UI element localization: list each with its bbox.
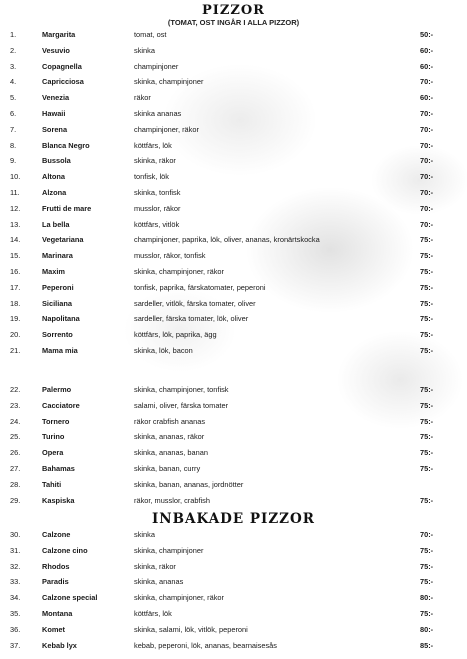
menu-item-row (0, 559, 467, 575)
menu-item-row (0, 169, 467, 185)
section-title-inbakade: INBAKADE PIZZOR (151, 511, 316, 527)
menu-item-ingredients: skinka (134, 530, 155, 539)
menu-item-ingredients: skinka, banan, curry (134, 463, 201, 473)
menu-item-number: 37. (10, 640, 21, 650)
menu-item-ingredients: räkor, musslor, crabfish (134, 495, 210, 505)
menu-item-price: 70:- (420, 108, 434, 118)
menu-item-price: 75:- (420, 416, 434, 426)
menu-item-name: Kebab lyx (42, 640, 77, 650)
menu-item-number: 1. (10, 30, 17, 39)
menu-item-row (0, 311, 467, 327)
menu-item-row (0, 264, 467, 280)
menu-item-ingredients: skinka ananas (134, 108, 182, 118)
menu-item-row (0, 232, 467, 248)
menu-item-row (0, 382, 467, 398)
menu-item-name: Maxim (42, 266, 66, 276)
menu-item-price: 75:- (420, 495, 434, 505)
menu-item-name: Sorena (42, 124, 68, 134)
menu-item-price: 70:- (420, 124, 434, 134)
menu-item-ingredients: köttfärs, lök, paprika, ägg (134, 330, 217, 340)
menu-item-row (0, 414, 467, 430)
menu-item-ingredients: räkor (134, 93, 151, 103)
menu-item-number: 12. (10, 203, 21, 213)
menu-item-name: Paradis (42, 577, 69, 587)
menu-item-price: 75:- (420, 400, 434, 410)
menu-item-ingredients: skinka, banan, ananas, jordnötter (134, 479, 244, 489)
menu-item-row (0, 527, 467, 543)
menu-item-price: 60:- (420, 45, 434, 55)
menu-item-number: 27. (10, 463, 21, 473)
menu-item-ingredients: skinka, räkor (134, 561, 176, 571)
menu-item-name: Capricciosa (42, 77, 84, 87)
menu-item-price: 60:- (420, 93, 434, 103)
menu-item-name: Vegetariana (42, 235, 84, 245)
menu-item-number: 25. (10, 432, 21, 442)
menu-item-ingredients: salami, oliver, färska tomater (134, 400, 229, 410)
menu-item-number: 4. (10, 77, 17, 87)
menu-item-name: Tahiti (42, 479, 62, 489)
menu-item-price: 70:- (420, 156, 434, 166)
menu-item-row (0, 429, 467, 445)
menu-item-number: 20. (10, 330, 21, 340)
menu-item-ingredients: skinka, ananas, räkor (134, 432, 205, 442)
menu-item-number: 31. (10, 545, 21, 555)
menu-item-ingredients: skinka, champinjoner (134, 545, 204, 555)
menu-item-price: 75:- (420, 577, 434, 587)
menu-item-row (0, 622, 467, 638)
page-subtitle: (TOMAT, OST INGÅR I ALLA PIZZOR) (167, 18, 300, 27)
menu-item-row (0, 138, 467, 154)
menu-item-price: 75:- (420, 448, 434, 458)
menu-item-name: Sorrento (42, 330, 73, 340)
menu-item-ingredients: champinjoner, paprika, lök, oliver, ananas, kronärtskocka (134, 235, 320, 245)
menu-item-ingredients: skinka, ananas, banan (134, 448, 208, 458)
menu-item-price: 70:- (420, 530, 434, 539)
menu-item-number: 30. (10, 530, 21, 539)
menu-item-price: 50:- (420, 30, 434, 39)
menu-item-name: Calzone (42, 530, 71, 539)
menu-item-row (0, 248, 467, 264)
menu-item-row (0, 327, 467, 343)
menu-item-number: 26. (10, 448, 21, 458)
menu-item-name: Bahamas (42, 463, 75, 473)
menu-item-ingredients: räkor crabfish ananas (134, 416, 206, 426)
menu-item-number: 11. (10, 187, 20, 197)
menu-item-number: 28. (10, 479, 21, 489)
menu-item-ingredients: skinka, ananas (134, 577, 184, 587)
menu-item-number: 19. (10, 314, 21, 324)
menu-item-price: 75:- (420, 561, 434, 571)
menu-item-row (0, 493, 467, 509)
menu-item-ingredients: skinka, lök, bacon (134, 345, 193, 355)
menu-item-number: 35. (10, 608, 21, 618)
menu-item-price: 75:- (420, 545, 434, 555)
menu-item-row (0, 59, 467, 75)
menu-item-number: 23. (10, 400, 21, 410)
menu-item-row (0, 606, 467, 622)
menu-item-ingredients: skinka, räkor (134, 156, 176, 166)
menu-item-row (0, 398, 467, 414)
menu-item-ingredients: skinka, salami, lök, vitlök, peperoni (134, 624, 248, 634)
menu-item-row (0, 461, 467, 477)
pizza-list-regular-continued (0, 382, 467, 508)
menu-item-price: 75:- (420, 282, 434, 292)
menu-item-row (0, 90, 467, 106)
menu-item-price: 75:- (420, 385, 434, 394)
menu-item-name: Mama mia (42, 345, 78, 355)
menu-item-price: 70:- (420, 203, 434, 213)
menu-item-row (0, 153, 467, 169)
menu-item-number: 22. (10, 385, 21, 394)
menu-item-price: 70:- (420, 187, 434, 197)
menu-item-name: Cacciatore (42, 400, 80, 410)
menu-item-name: La bella (42, 219, 70, 229)
menu-item-name: Marinara (42, 251, 73, 261)
menu-item-row (0, 43, 467, 59)
menu-item-ingredients: tonfisk, lök (134, 172, 169, 182)
menu-item-price: 70:- (420, 172, 434, 182)
menu-item-row (0, 477, 467, 493)
menu-item-price: 80:- (420, 593, 434, 603)
menu-item-ingredients: musslor, räkor (134, 203, 181, 213)
pizza-list-inbakade (0, 527, 467, 653)
menu-item-name: Alzona (42, 187, 67, 197)
menu-item-name: Calzone special (42, 593, 98, 603)
menu-item-price: 75:- (420, 463, 434, 473)
menu-item-price: 75:- (420, 608, 434, 618)
menu-item-price: 70:- (420, 219, 434, 229)
menu-item-ingredients: champinjoner (134, 61, 179, 71)
menu-item-number: 8. (10, 140, 17, 150)
menu-item-row (0, 217, 467, 233)
menu-item-row (0, 201, 467, 217)
menu-item-number: 18. (10, 298, 21, 308)
menu-item-name: Copagnella (42, 61, 82, 71)
menu-item-price: 75:- (420, 235, 434, 245)
menu-item-number: 6. (10, 108, 17, 118)
menu-item-name: Komet (42, 624, 65, 634)
menu-item-ingredients: skinka, champinjoner, tonfisk (134, 385, 229, 394)
menu-item-name: Rhodos (42, 561, 70, 571)
menu-item-name: Montana (42, 608, 73, 618)
menu-item-ingredients: köttfärs, lök (134, 608, 172, 618)
menu-item-row (0, 574, 467, 590)
menu-item-row (0, 74, 467, 90)
menu-item-price: 70:- (420, 77, 434, 87)
menu-item-number: 24. (10, 416, 21, 426)
menu-item-price: 75:- (420, 314, 434, 324)
menu-item-row (0, 185, 467, 201)
menu-item-number: 16. (10, 266, 21, 276)
menu-item-number: 5. (10, 93, 17, 103)
menu-item-number: 17. (10, 282, 21, 292)
menu-item-price: 60:- (420, 61, 434, 71)
menu-item-ingredients: skinka, champinjoner (134, 77, 204, 87)
menu-item-name: Bussola (42, 156, 71, 166)
menu-item-price: 75:- (420, 251, 434, 261)
menu-item-ingredients: champinjoner, räkor (134, 124, 199, 134)
menu-item-name: Kaspiska (42, 495, 75, 505)
menu-item-row (0, 122, 467, 138)
menu-item-name: Hawaii (42, 108, 66, 118)
menu-item-ingredients: köttfärs, vitlök (134, 219, 180, 229)
menu-item-ingredients: tonfisk, paprika, färskatomater, peperoni (134, 282, 266, 292)
menu-item-name: Frutti de mare (42, 203, 92, 213)
menu-item-ingredients: sardeller, färska tomater, lök, oliver (134, 314, 249, 324)
menu-item-name: Vesuvio (42, 45, 70, 55)
menu-item-name: Peperoni (42, 282, 74, 292)
menu-item-number: 10. (10, 172, 21, 182)
menu-item-ingredients: skinka (134, 45, 155, 55)
menu-item-row (0, 280, 467, 296)
page-title: PIZZOR (202, 3, 265, 18)
menu-item-row (0, 445, 467, 461)
menu-item-number: 36. (10, 624, 21, 634)
menu-item-number: 7. (10, 124, 17, 134)
menu-item-ingredients: skinka, champinjoner, räkor (134, 593, 224, 603)
menu-item-number: 3. (10, 61, 17, 71)
menu-item-ingredients: sardeller, vitlök, färska tomater, oliver (134, 298, 256, 308)
menu-item-ingredients: skinka, champinjoner, räkor (134, 266, 224, 276)
menu-item-ingredients: kebab, peperoni, lök, ananas, bearnaisesås (134, 640, 277, 650)
menu-item-number: 2. (10, 45, 17, 55)
menu-item-name: Venezia (42, 93, 70, 103)
menu-item-ingredients: skinka, tonfisk (134, 187, 181, 197)
menu-item-price: 75:- (420, 298, 434, 308)
menu-item-name: Altona (42, 172, 65, 182)
menu-item-number: 13. (10, 219, 21, 229)
menu-item-row (0, 296, 467, 312)
pizza-list-regular (0, 27, 467, 359)
menu-item-row (0, 27, 467, 43)
menu-item-number: 33. (10, 577, 21, 587)
menu-item-name: Turino (42, 432, 65, 442)
menu-item-price: 75:- (420, 266, 434, 276)
menu-item-row (0, 106, 467, 122)
menu-item-row (0, 343, 467, 359)
menu-item-name: Palermo (42, 385, 72, 394)
menu-item-number: 21. (10, 345, 21, 355)
menu-item-name: Calzone cino (42, 545, 88, 555)
menu-item-row (0, 638, 467, 654)
menu-item-name: Siciliana (42, 298, 72, 308)
menu-item-price: 80:- (420, 624, 434, 634)
menu-item-name: Blanca Negro (42, 140, 90, 150)
menu-item-number: 9. (10, 156, 17, 166)
menu-item-ingredients: tomat, ost (134, 30, 167, 39)
menu-item-price: 75:- (420, 432, 434, 442)
menu-item-number: 14. (10, 235, 21, 245)
menu-item-number: 32. (10, 561, 21, 571)
menu-item-number: 15. (10, 251, 21, 261)
menu-item-ingredients: musslor, räkor, tonfisk (134, 251, 206, 261)
menu-item-price: 75:- (420, 330, 434, 340)
menu-item-row (0, 543, 467, 559)
menu-item-number: 29. (10, 495, 21, 505)
menu-item-row (0, 590, 467, 606)
menu-item-price: 70:- (420, 140, 434, 150)
menu-item-number: 34. (10, 593, 21, 603)
menu-item-price: 85:- (420, 640, 434, 650)
menu-item-price: 75:- (420, 345, 434, 355)
menu-item-name: Opera (42, 448, 64, 458)
menu-item-name: Tornero (42, 416, 70, 426)
menu-item-ingredients: köttfärs, lök (134, 140, 172, 150)
menu-item-name: Margarita (42, 30, 76, 39)
menu-item-name: Napolitana (42, 314, 80, 324)
